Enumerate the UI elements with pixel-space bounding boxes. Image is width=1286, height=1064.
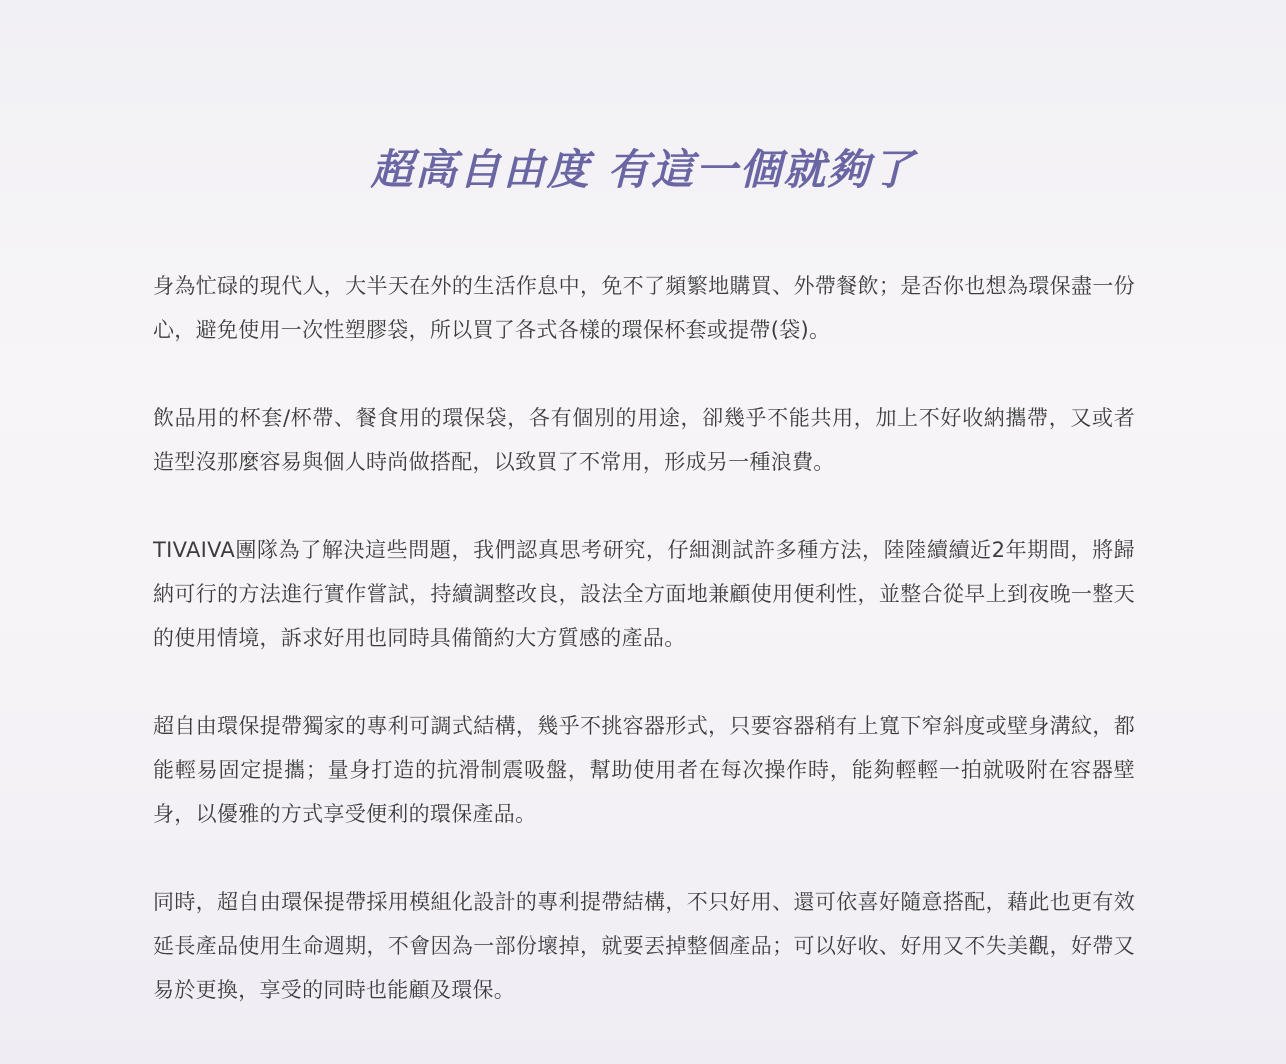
paragraph-team: TIVAIVA團隊為了解決這些問題，我們認真思考研究，仔細測試許多種方法，陸陸續續近2年期間，將歸納可行的方法進行實作嘗試，持續調整改良，設法全方面地兼顧使用便利性，並整合從早上到夜晚一整天的使用情境，訴求好用也同時具備簡約大方質感的產品。 bbox=[153, 538, 1135, 650]
paragraph-problem: 飲品用的杯套/杯帶、餐食用的環保袋，各有個別的用途，卻幾乎不能共用，加上不好收納攜帶，又或者造型沒那麼容易與個人時尚做搭配，以致買了不常用，形成另一種浪費。 bbox=[153, 406, 1135, 474]
paragraph-structure: 超自由環保提帶獨家的專利可調式結構，幾乎不挑容器形式，只要容器稍有上寬下窄斜度或壁身溝紋，都能輕易固定提攜；量身打造的抗滑制震吸盤，幫助使用者在每次操作時，能夠輕輕一拍就吸附在容器壁身，以優雅的方式享受便利的環保產品。 bbox=[153, 714, 1135, 826]
page-title: 超高自由度 有這一個就夠了 bbox=[370, 145, 916, 194]
paragraph-intro: 身為忙碌的現代人，大半天在外的生活作息中，免不了頻繁地購買、外帶餐飲；是否你也想為環保盡一份心，避免使用一次性塑膠袋，所以買了各式各樣的環保杯套或提帶(袋)。 bbox=[153, 274, 1135, 342]
paragraph-modular: 同時，超自由環保提帶採用模組化設計的專利提帶結構，不只好用、還可依喜好隨意搭配，藉此也更有效延長產品使用生命週期，不會因為一部份壞掉，就要丟掉整個產品；可以好收、好用又不失美觀，好帶又易於更換，享受的同時也能顧及環保。 bbox=[153, 890, 1135, 1002]
description-content bbox=[153, 264, 1135, 1012]
